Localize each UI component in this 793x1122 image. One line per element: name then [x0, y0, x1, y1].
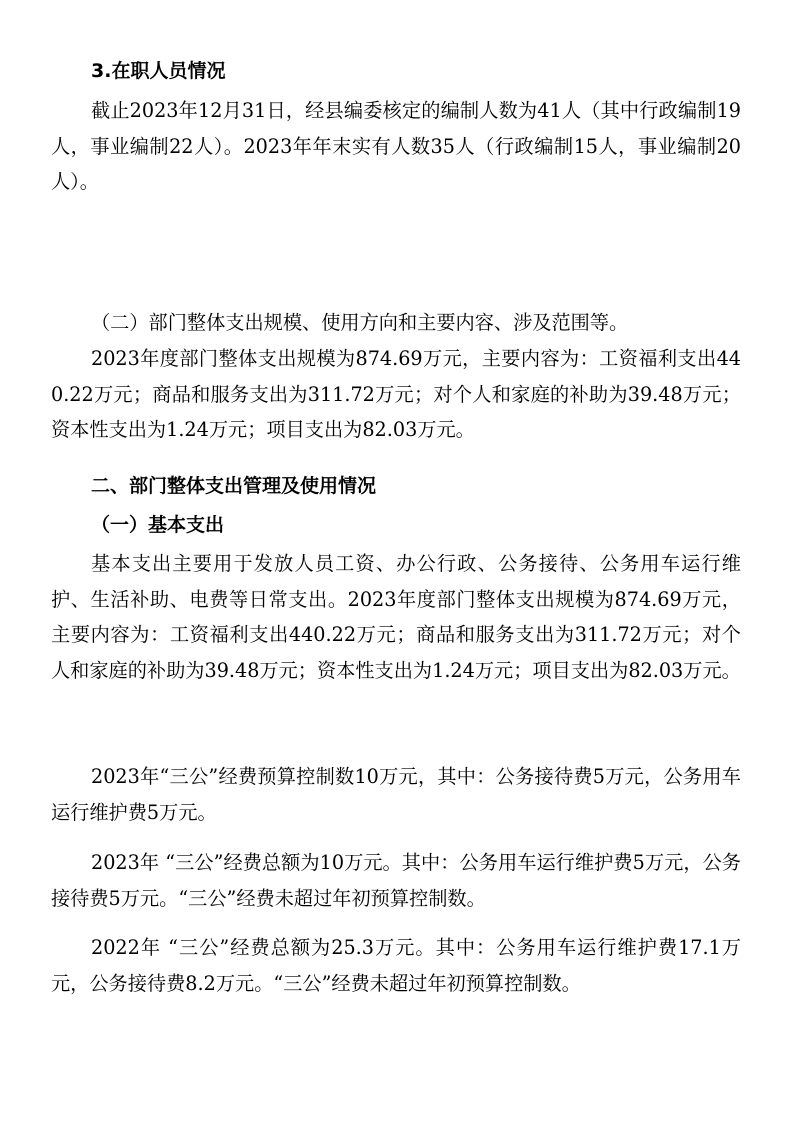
spending-scale-intro: （二）部门整体支出规模、使用方向和主要内容、涉及范围等。 [91, 311, 629, 334]
management-section-heading: 二、部门整体支出管理及使用情况 [91, 475, 377, 497]
staff-section-heading: 3.在职人员情况 [91, 60, 226, 82]
staff-section-paragraph: 截止2023年12月31日，经县编委核定的编制人数为41人（其中行政编制19人，事业编制22人）。2023年年末实有人数35人（行政编制15人，事业编制20人）。 [51, 99, 741, 193]
three-public-2023-paragraph: 2023年 “三公”经费总额为10万元。其中：公务用车运行维护费5万元，公务接待费5万元。“三公”经费未超过年初预算控制数。 [51, 851, 741, 910]
spending-scale-paragraph: 2023年度部门整体支出规模为874.69万元，主要内容为：工资福利支出440.22万元；商品和服务支出为311.72万元；对个人和家庭的补助为39.48万元；资本性支出为1.24万元；项目支出为82.03万元。 [51, 347, 741, 441]
basic-expenditure-paragraph: 基本支出主要用于发放人员工资、办公行政、公务接待、公务用车运行维护、生活补助、电费等日常支出。2023年度部门整体支出规模为874.69万元，主要内容为：工资福利支出440.22万元；商品和服务支出为311.72万元；对个人和家庭的补助为39.48万元；资本性支出为1.24万元；项目支出为82.03万元。 [51, 552, 741, 682]
document-page [51, 0, 741, 1122]
three-public-budget-paragraph: 2023年“三公”经费预算控制数10万元，其中：公务接待费5万元，公务用车运行维护费5万元。 [51, 765, 741, 824]
basic-expenditure-subheading: （一）基本支出 [91, 514, 225, 536]
three-public-2022-paragraph: 2022年 “三公”经费总额为25.3万元。其中：公务用车运行维护费17.1万元，公务接待费8.2万元。“三公”经费未超过年初预算控制数。 [51, 936, 741, 995]
